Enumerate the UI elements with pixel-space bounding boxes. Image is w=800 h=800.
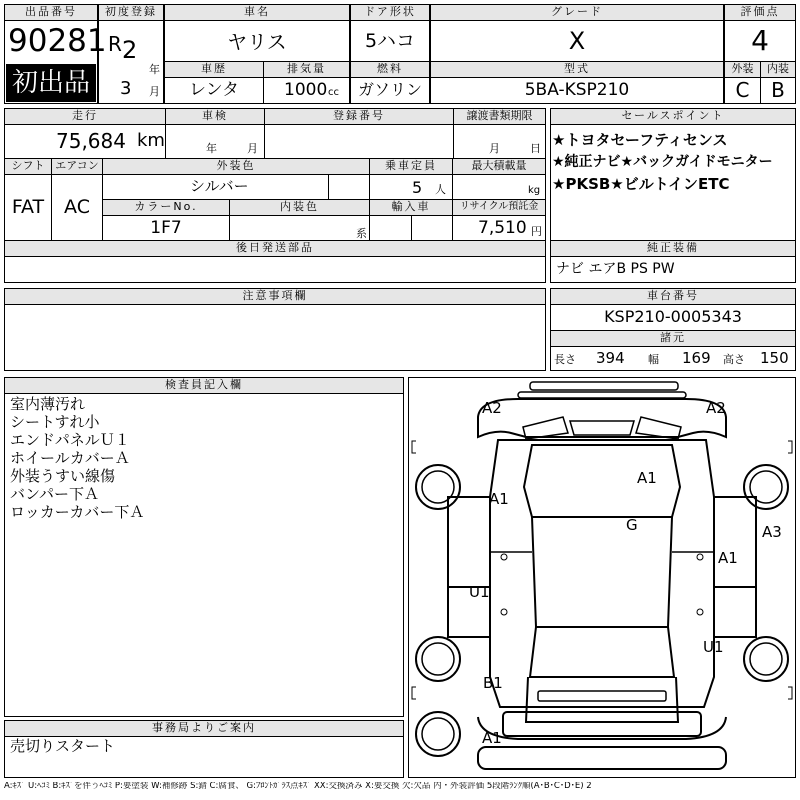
recycle-label: リサイクル預託金: [452, 199, 546, 216]
ext-grade: C: [735, 78, 750, 102]
damage-mark: A1: [637, 469, 657, 487]
reg-month: 3: [120, 78, 132, 99]
width-label: 幅: [648, 353, 659, 366]
capacity-unit: 人: [435, 183, 446, 196]
legend: A:ｷｽﾞ U:ﾍｺﾐ B:ｷｽﾞを伴うﾍｺﾐ P:要塗装 W:補修跡 S:錆 C:腐食、 G:ﾌﾛﾝﾄｶﾞﾗｽ点ｷｽﾞ XX:交換済み X:要交換 欠:欠品 内・外装評価 5段階ﾗﾝｸ順(A･B･C･D･E) 2: [4, 782, 592, 791]
later-parts-box: [4, 256, 546, 283]
inspector-line: エンドパネルＵ１: [10, 431, 130, 449]
sales-lines: [552, 129, 796, 195]
fuel: ガソリン: [357, 80, 422, 99]
inspector-line: 外装うすい線傷: [10, 467, 116, 485]
score-label: 評価点: [724, 4, 796, 21]
car-name: ヤリス: [227, 30, 287, 54]
damage-mark: A3: [762, 523, 782, 541]
inspection-label: 車検: [165, 108, 265, 125]
damage-mark: U1: [469, 583, 490, 601]
first-listing-text: 初出品: [11, 68, 90, 98]
damage-mark: A1: [482, 729, 502, 747]
import-divider: [411, 215, 412, 241]
damage-mark: G: [626, 516, 638, 534]
sales-label: セールスポイント: [550, 108, 796, 125]
door-type: 5ハコ: [364, 30, 416, 52]
chassis-number: KSP210-0005343: [604, 307, 742, 326]
transfer-month-unit: 月: [489, 142, 500, 155]
displacement: 1000: [284, 80, 328, 100]
load-label: 最大積載量: [452, 158, 546, 175]
load-unit: kg: [528, 185, 541, 196]
import-label: 輸入車: [369, 199, 453, 216]
mileage: 75,684: [56, 129, 126, 153]
lot-label: 出品番号: [4, 4, 98, 21]
inspector-label: 検査員記入欄: [4, 377, 404, 394]
damage-mark: U1: [703, 638, 724, 656]
inspector-line: 室内薄汚れ: [10, 395, 86, 413]
inspector-line: シートすれ小: [10, 413, 100, 431]
transfer-label: 譲渡書類期限: [453, 108, 546, 125]
exterior-color: シルバー: [190, 177, 249, 195]
month-unit: 月: [149, 85, 160, 98]
height: 150: [760, 349, 789, 367]
damage-mark: A2: [482, 399, 502, 417]
mileage-unit: km: [137, 130, 165, 151]
history-label: 車歴: [164, 61, 264, 78]
damage-mark: A1: [489, 490, 509, 508]
history: レンタ: [189, 80, 239, 100]
ac-label: エアコン: [51, 158, 103, 175]
office-message: 売切りスタート: [10, 737, 116, 755]
grade-label: グレード: [430, 4, 724, 21]
capacity-label: 乗車定員: [369, 158, 453, 175]
chassis-label: 車台番号: [550, 288, 796, 305]
plate-label: 登録番号: [264, 108, 454, 125]
damage-mark: B1: [483, 674, 503, 692]
shift-label: シフト: [4, 158, 52, 175]
int-label: 内装: [760, 61, 796, 78]
plate-box: [264, 124, 454, 159]
height-label: 高さ: [723, 353, 745, 366]
inspector-line: バンパー下Ａ: [10, 485, 99, 503]
grade: X: [568, 27, 586, 55]
office-label: 事務局よりご案内: [4, 720, 404, 737]
disp-label: 排気量: [263, 61, 350, 78]
equipment-label: 純正装備: [550, 240, 796, 257]
lot-number: 90281: [8, 23, 107, 59]
year-unit: 年: [149, 63, 160, 76]
color-no: 1F7: [150, 218, 182, 238]
equipment: ナビ エアB PS PW: [556, 261, 675, 277]
first-listing-badge: [6, 64, 96, 102]
reg-label: 初度登録: [98, 4, 164, 21]
notes-box: [4, 304, 546, 371]
model: 5BA-KSP210: [524, 80, 630, 100]
damage-mark: A1: [718, 549, 738, 567]
score: 4: [751, 24, 769, 57]
recycle: 7,510: [478, 218, 527, 238]
era: R: [108, 32, 122, 56]
capacity: 5: [412, 178, 423, 197]
length-label: 長さ: [554, 353, 576, 366]
transfer-day-unit: 日: [530, 142, 541, 155]
disp-unit: cc: [328, 87, 339, 98]
length: 394: [596, 349, 625, 367]
sales-line: ★トヨタセーフティセンス: [552, 131, 728, 149]
interior-unit: 系: [356, 227, 367, 240]
interior-color-label: 内装色: [229, 199, 370, 216]
reg-year: 2: [122, 36, 138, 64]
door-label: ドア形状: [350, 4, 430, 21]
ext-label: 外装: [724, 61, 761, 78]
ext-color-divider: [328, 174, 329, 200]
ac: AC: [64, 196, 90, 218]
recycle-unit: 円: [531, 225, 542, 238]
fuel-label: 燃料: [350, 61, 430, 78]
shift: FAT: [11, 196, 45, 218]
inspector-line: ホイールカバーＡ: [10, 449, 130, 467]
exterior-color-label: 外装色: [102, 158, 370, 175]
dims-label: 諸元: [550, 330, 796, 347]
interior-color-box: [229, 215, 370, 241]
name-label: 車名: [164, 4, 350, 21]
sales-line: ★PKSB★ビルトインETC: [552, 175, 730, 193]
int-grade: B: [771, 78, 785, 102]
notes-label: 注意事項欄: [4, 288, 546, 305]
later-parts-label: 後日発送部品: [4, 240, 546, 257]
insp-month-unit: 月: [247, 142, 258, 155]
inspector-line: ロッカーカバー下Ａ: [10, 503, 145, 521]
insp-year-unit: 年: [206, 142, 217, 155]
inspector-lines: [10, 395, 144, 521]
damage-mark: A2: [706, 399, 726, 417]
model-label: 型式: [430, 61, 724, 78]
mileage-label: 走行: [4, 108, 166, 125]
width: 169: [682, 349, 711, 367]
car-diagram: [408, 377, 796, 778]
sales-line: ★純正ナビ★バックガイドモニター: [552, 154, 773, 170]
color-no-label: カラーNo.: [102, 199, 230, 216]
